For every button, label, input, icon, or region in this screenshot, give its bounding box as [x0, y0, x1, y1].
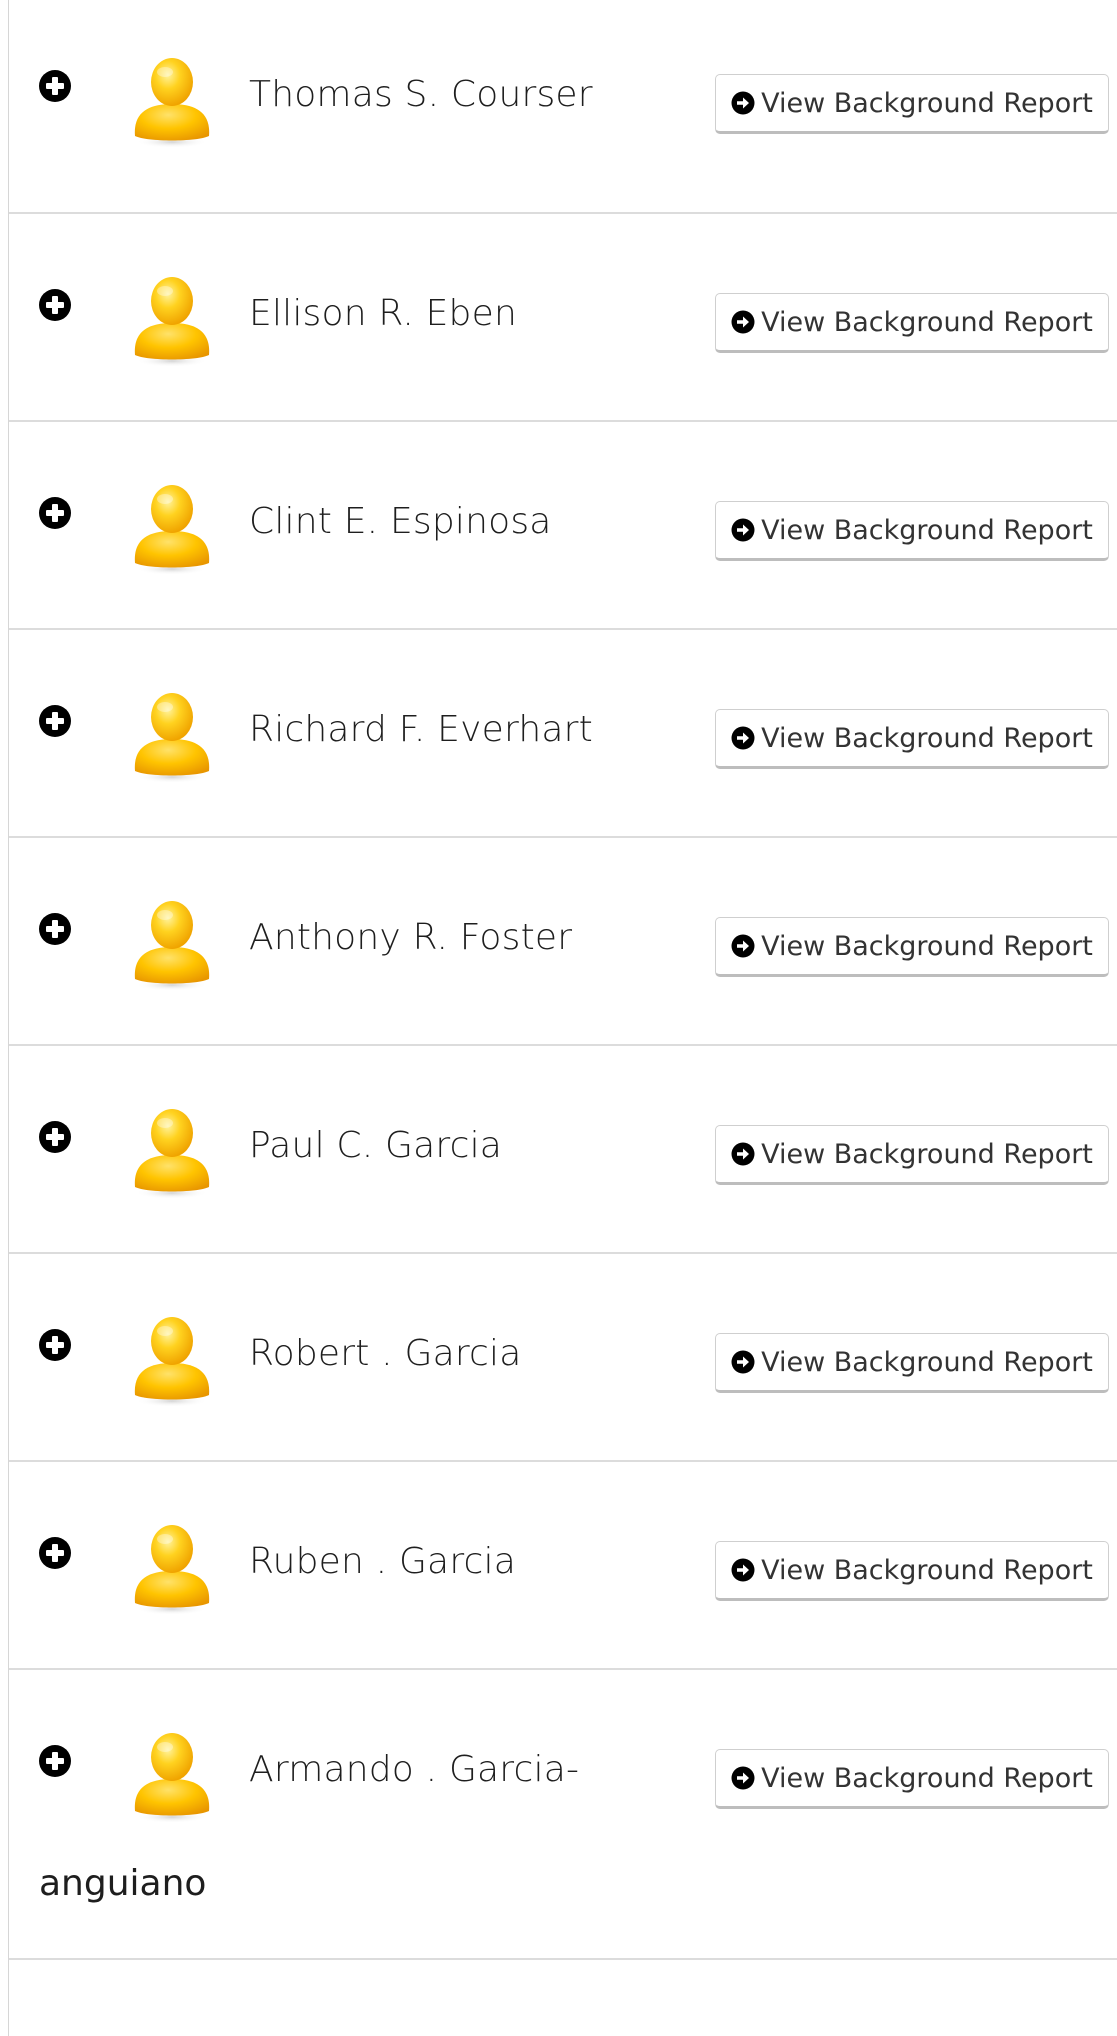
- view-background-report-button[interactable]: [715, 709, 1109, 769]
- arrow-circle-right-icon: [731, 310, 755, 334]
- view-background-report-label: View Background Report: [761, 87, 1093, 119]
- view-background-report-button[interactable]: [715, 501, 1109, 561]
- list-item: [9, 1669, 1117, 1959]
- list-item: [9, 1461, 1117, 1669]
- view-background-report-label: View Background Report: [761, 1138, 1093, 1170]
- plus-circle-icon[interactable]: [38, 912, 72, 946]
- view-background-report-label: View Background Report: [761, 930, 1093, 962]
- list-item: [9, 421, 1117, 629]
- user-avatar-icon: [127, 687, 217, 785]
- plus-circle-icon[interactable]: [38, 1744, 72, 1778]
- person-name: Anthony R. Foster: [249, 917, 573, 958]
- list-item: [9, 629, 1117, 837]
- plus-circle-icon[interactable]: [38, 1536, 72, 1570]
- view-background-report-button[interactable]: [715, 1541, 1109, 1601]
- view-background-report-button[interactable]: [715, 1749, 1109, 1809]
- person-name: Robert . Garcia: [249, 1333, 522, 1374]
- person-name: Paul C. Garcia: [249, 1125, 503, 1166]
- row-divider: [9, 1958, 1117, 1960]
- list-item: [9, 837, 1117, 1045]
- plus-circle-icon[interactable]: [38, 69, 72, 103]
- arrow-circle-right-icon: [731, 1350, 755, 1374]
- arrow-circle-right-icon: [731, 1142, 755, 1166]
- view-background-report-button[interactable]: [715, 293, 1109, 353]
- row-divider: [9, 420, 1117, 422]
- plus-circle-icon[interactable]: [38, 1328, 72, 1362]
- person-name-continued: anguiano: [39, 1863, 207, 1904]
- person-name: Ruben . Garcia: [249, 1541, 516, 1582]
- view-background-report-label: View Background Report: [761, 1762, 1093, 1794]
- person-name: Armando . Garcia-: [249, 1749, 580, 1790]
- view-background-report-label: View Background Report: [761, 306, 1093, 338]
- user-avatar-icon: [127, 895, 217, 993]
- user-avatar-icon: [127, 1727, 217, 1825]
- list-item: [9, 0, 1117, 213]
- row-divider: [9, 836, 1117, 838]
- view-background-report-label: View Background Report: [761, 514, 1093, 546]
- view-background-report-button[interactable]: [715, 917, 1109, 977]
- arrow-circle-right-icon: [731, 726, 755, 750]
- list-item: [9, 213, 1117, 421]
- row-divider: [9, 1044, 1117, 1046]
- row-divider: [9, 1668, 1117, 1670]
- user-avatar-icon: [127, 52, 217, 150]
- user-avatar-icon: [127, 479, 217, 577]
- arrow-circle-right-icon: [731, 518, 755, 542]
- list-item: [9, 1045, 1117, 1253]
- plus-circle-icon[interactable]: [38, 496, 72, 530]
- view-background-report-label: View Background Report: [761, 1554, 1093, 1586]
- arrow-circle-right-icon: [731, 91, 755, 115]
- view-background-report-label: View Background Report: [761, 1346, 1093, 1378]
- person-name: Ellison R. Eben: [249, 293, 517, 334]
- arrow-circle-right-icon: [731, 1558, 755, 1582]
- plus-circle-icon[interactable]: [38, 1120, 72, 1154]
- row-divider: [9, 628, 1117, 630]
- plus-circle-icon[interactable]: [38, 704, 72, 738]
- plus-circle-icon[interactable]: [38, 288, 72, 322]
- person-name: Thomas S. Courser: [249, 74, 593, 115]
- view-background-report-button[interactable]: [715, 74, 1109, 134]
- list-item: [9, 1253, 1117, 1461]
- view-background-report-button[interactable]: [715, 1333, 1109, 1393]
- row-divider: [9, 1252, 1117, 1254]
- people-list: [8, 0, 1117, 2036]
- user-avatar-icon: [127, 271, 217, 369]
- view-background-report-button[interactable]: [715, 1125, 1109, 1185]
- user-avatar-icon: [127, 1519, 217, 1617]
- row-divider: [9, 212, 1117, 214]
- user-avatar-icon: [127, 1103, 217, 1201]
- arrow-circle-right-icon: [731, 1766, 755, 1790]
- user-avatar-icon: [127, 1311, 217, 1409]
- view-background-report-label: View Background Report: [761, 722, 1093, 754]
- row-divider: [9, 1460, 1117, 1462]
- arrow-circle-right-icon: [731, 934, 755, 958]
- person-name: Clint E. Espinosa: [249, 501, 552, 542]
- person-name: Richard F. Everhart: [249, 709, 593, 750]
